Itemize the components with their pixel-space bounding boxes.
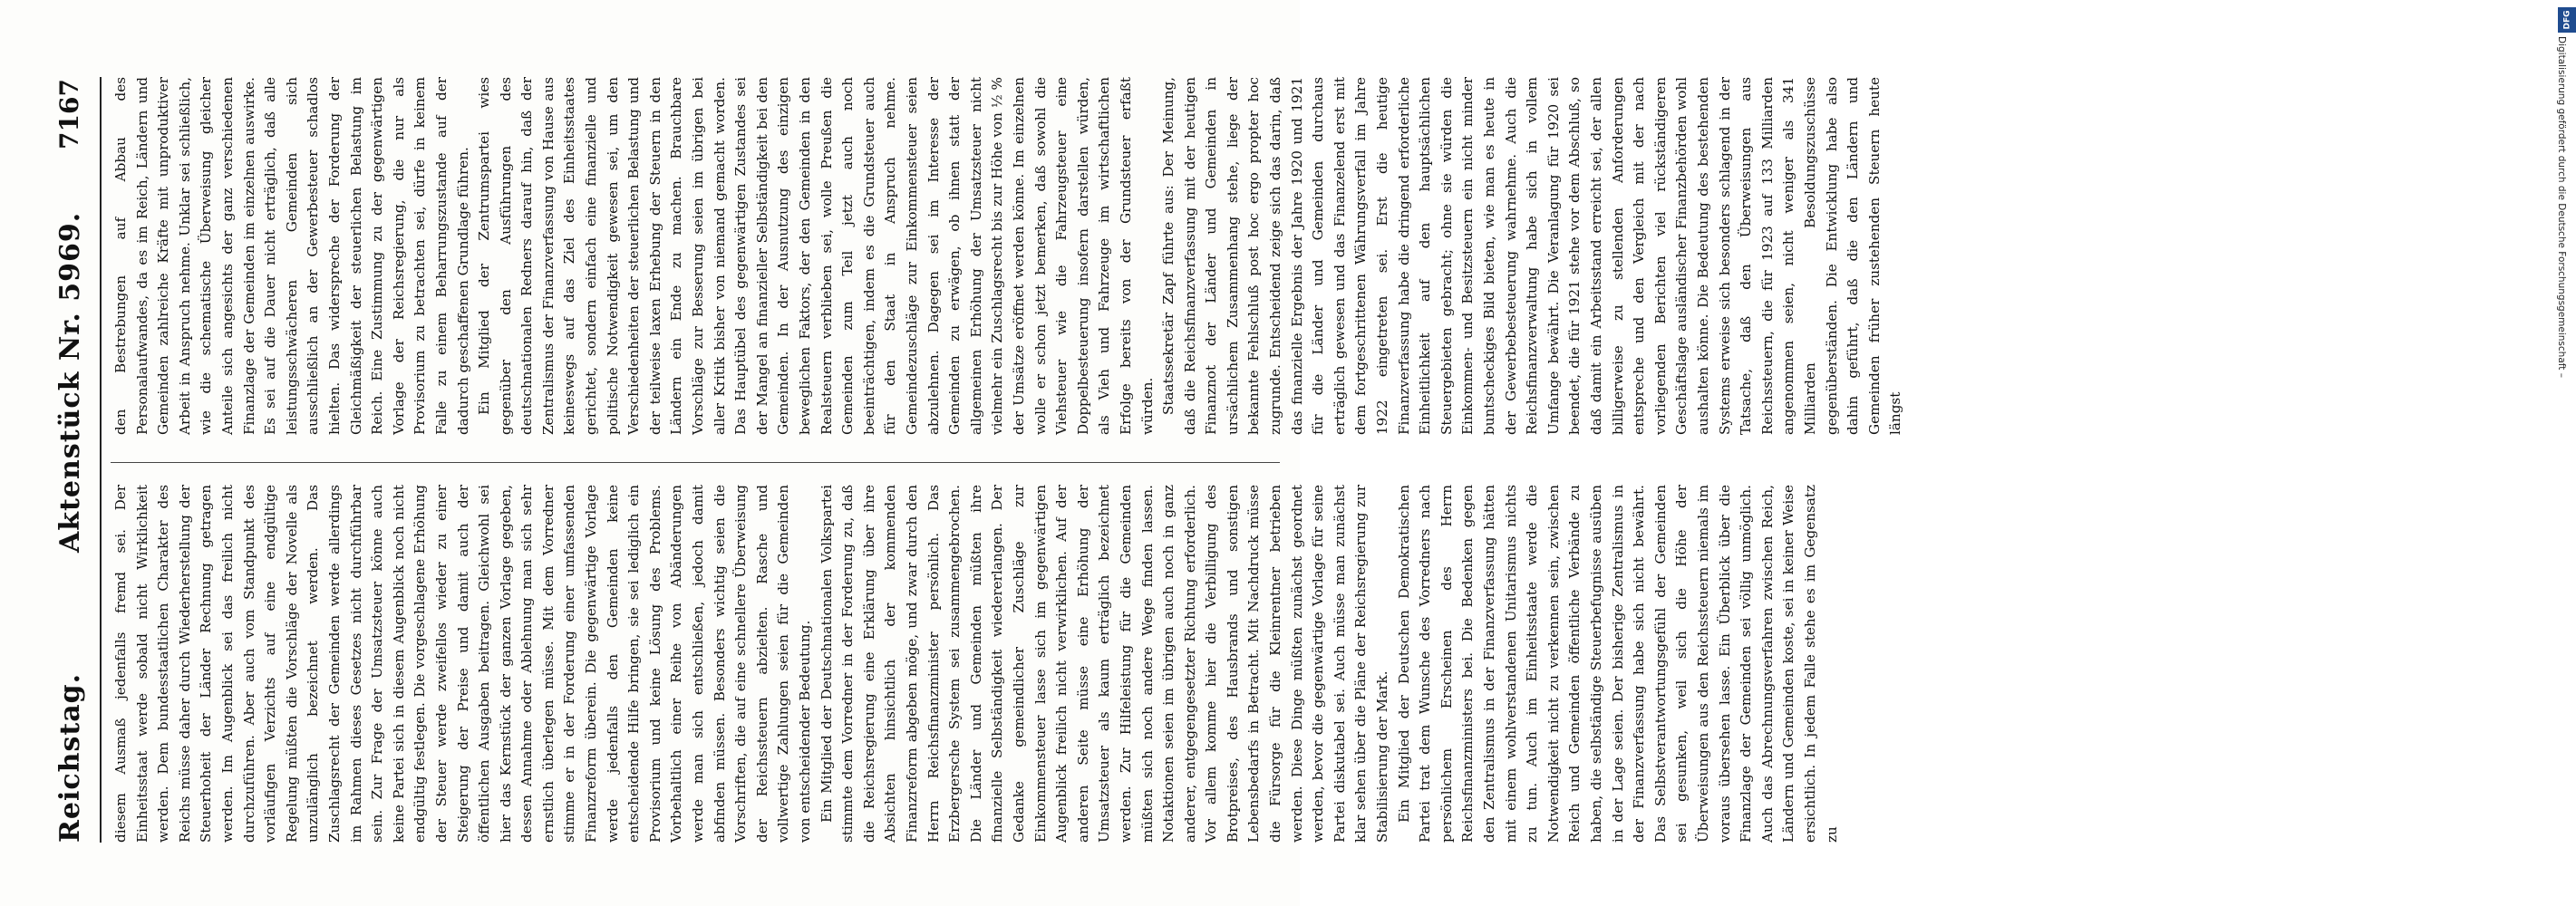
paragraph: Ein Mitglied der Deutschnationalen Volkspartei stimmte dem Vorredner in der Forderung zu, daß die Reichsregierung eine Erklärung über ihre Absichten hinsichtlich der kommenden Finanzreform abgeben möge, und zwar durch den Herrn Reichsfinanzminister persönlich. Das Erzbergersche System sei zusammengebrochen. Die Länder und Gemeinden müßten ihre finanzielle Selbständigkeit wiedererlangen. Der Gedanke gemeindlicher Zuschläge zur Einkommensteuer lasse sich im gegenwärtigen Augenblick freilich nicht verwirklichen. Auf der anderen Seite müsse eine Erhöhung der Umsatzsteuer als kaum erträglich bezeichnet werden. Zur Hilfeleistung für die Gemeinden müßten sich noch andere Wege finden lassen. Notaktionen seien im übrigen auch noch in ganz anderer, entgegengesetzter Richtung erforderlich. Vor allem komme hier die Verbilligung des Brotpreises, des Hausbrands und sonstigen Lebensbedarfs in Betracht. Mit Nachdruck müsse die Fürsorge für die Kleinrentner betrieben werden. Diese Dinge müßten zunächst geordnet werden, bevor die gegenwärtige Vorlage für seine Partei diskutabel sei. Auch müsse man zunächst klar sehen über die Pläne der Reichsregierung zur Stabilisierung der Mark. xyxy=(818,485,1391,843)
watermark-text: Digitalisierung gefördert durch die Deutsche Forschungsgemeinschaft – xyxy=(2556,36,2567,378)
left-column xyxy=(111,485,1843,843)
running-head-left: Reichstag. xyxy=(54,672,86,843)
paragraph: Ein Mitglied der Deutschen Demokratischen Partei trat dem Wunsche des Vorredners nach persönlichem Erscheinen des Herrn Reichsfinanzministers bei. Die Bedenken gegen den Zentralismus in der Finanzverfassung hätten mit einem wohlverstandenen Unitarismus nichts zu tun. Auch im Einheitsstaate werde die Notwendigkeit nicht zu verkennen sein, zwischen Reich und Gemeinden öffentliche Verbände zu haben, die selbständige Steuerbefugnisse ausüben in der Lage seien. Der bisherige Zentralismus in der Finanzverfassung habe sich nicht bewährt. Das Selbstverantwortungsgefühl der Gemeinden sei gesunken, weil sich die Höhe der Überweisungen aus den Reichssteuern niemals im voraus übersehen lasse. Ein Überblick über die Finanzlage der Gemeinden sei völlig unmöglich. Auch das Abrechnungsverfahren zwischen Reich, Ländern und Gemeinden koste, sei in keiner Weise ersichtlich. In jedem Falle stehe es im Gegensatz zu xyxy=(1395,485,1840,843)
paragraph: Ein Mitglied der Zentrumspartei wies gegenüber den Ausführungen des deutschnationalen Redners darauf hin, daß der Zentralismus der Finanzverfassung von Hause aus keineswegs auf das Ziel des Einheitsstaates gerichtet, sondern einfach eine finanzielle und politische Notwendigkeit gewesen sei, um den Verschiedenheiten der steuerlichen Belastung und der teilweise laxen Erhebung der Steuern in den Ländern ein Ende zu machen. Brauchbare Vorschläge zur Besserung seien im übrigen bei aller Kritik bisher von niemand gemacht worden. Das Hauptübel des gegenwärtigen Zustandes sei der Mangel an finanzieller Selbständigkeit bei den Gemeinden. In der Ausnutzung des einzigen beweglichen Faktors, der den Gemeinden in den Realsteuern verblieben sei, wolle Preußen die Gemeinden zum Teil jetzt auch noch beeinträchtigen, indem es die Grundsteuer auch für den Staat in Anspruch nehme. Gemeindezuschläge zur Einkommensteuer seien abzulehnen. Dagegen sei im Interesse der Gemeinden zu erwägen, ob ihnen statt der allgemeinen Erhöhung der Umsatzsteuer nicht vielmehr ein Zuschlagsrecht bis zur Höhe von ½ % der Umsätze eröffnet werden könne. Im einzelnen wolle er schon jetzt bemerken, daß sowohl die Viehsteuer wie die Fahrzeugsteuer eine Doppelbesteuerung insofern darstellen würden, als Vieh und Fahrzeuge im wirtschaftlichen Erfolge bereits von der Grundsteuer erfaßt würden. xyxy=(476,77,1156,435)
paragraph: den Bestrebungen auf Abbau des Personalaufwandes, da es im Reich, Ländern und Gemeinden zahlreiche Kräfte mit unproduktiver Arbeit in Anspruch nehme. Unklar sei schließlich, wie die schematische Überweisung gleicher Anteile sich angesichts der ganz verschiedenen Finanzlage der Gemeinden im einzelnen auswirke. Es sei auf die Dauer nicht erträglich, daß alle leistungsschwächeren Gemeinden sich ausschließlich an der Gewerbesteuer schadlos hielten. Das widerspreche der Forderung der Gleichmäßigkeit der steuerlichen Belastung im Reich. Eine Zustimmung zu der gegenwärtigen Vorlage der Reichsregierung, die nur als Provisorium zu betrachten sei, dürfe in keinem Falle zu einem Beharrungszustande auf der dadurch geschaffenen Grundlage führen. xyxy=(112,77,471,435)
right-column xyxy=(111,77,1907,435)
header-rule xyxy=(100,77,102,843)
document-title: Aktenstück Nr. 5969. xyxy=(54,211,86,553)
page-number: 7167 xyxy=(54,79,84,149)
dfg-logo: DFG xyxy=(2558,7,2576,33)
column-divider xyxy=(111,462,1280,463)
paragraph: diesem Ausmaß jedenfalls fremd sei. Der Einheitsstaat werde sobald nicht Wirklichkeit werden. Dem bundesstaatlichen Charakter des Reichs müsse daher durch Wiederherstellung der Steuerhoheit der Länder Rechnung getragen werden. Im Augenblick sei das freilich nicht durchzuführen. Aber auch vom Standpunkt des vorläufigen Verzichts auf eine endgültige Regelung müßten die Vorschläge der Novelle als unzulänglich bezeichnet werden. Das Zuschlagsrecht der Gemeinden werde allerdings im Rahmen dieses Gesetzes nicht durchführbar sein. Zur Frage der Umsatzsteuer könne auch keine Partei sich in diesem Augenblick noch nicht endgültig festlegen. Die vorgeschlagene Erhöhung der Steuer werde zweifellos wieder zu einer Steigerung der Preise und damit auch der öffentlichen Ausgaben beitragen. Gleichwohl sei hier das Kernstück der ganzen Vorlage gegeben, dessen Annahme oder Ablehnung man sich sehr ernstlich überlegen müsse. Mit dem Vorredner stimme er in der Forderung einer umfassenden Finanzreform überein. Die gegenwärtige Vorlage werde jedenfalls den Gemeinden keine entscheidende Hilfe bringen, sie sei lediglich ein Provisorium und keine Lösung des Problems. Vorbehaltlich einer Reihe von Abänderungen werde man sich entschließen, jedoch damit abfinden müssen. Besonders wichtig seien die Vorschriften, die auf eine schnellere Überweisung der Reichssteuern abzielten. Rasche und vollwertige Zahlungen seien für die Gemeinden von entscheidender Bedeutung. xyxy=(112,485,813,843)
paragraph: Staatssekretär Zapf führte aus: Der Meinung, daß die Reichsfinanzverfassung mit der heutigen Finanznot der Länder und Gemeinden in ursächlichem Zusammenhang stehe, liege der bekannte Fehlschluß post hoc ergo propter hoc zugrunde. Entscheidend zeige sich das darin, daß das finanzielle Ergebnis der Jahre 1920 und 1921 für die Länder und Gemeinden durchaus erträglich gewesen und das Finanzelend erst mit dem fortgeschrittenen Währungsverfall im Jahre 1922 eingetreten sei. Erst die heutige Finanzverfassung habe die dringend erforderliche Einheitlichkeit auf den hauptsächlichen Steuergebieten gebracht; ohne sie würden die Einkommen- und Besitzsteuern ein nicht minder buntscheckiges Bild bieten, wie man es heute in der Gewerbebesteuerung wahrnehme. Auch die Reichsfinanzverwaltung habe sich in vollem Umfange bewährt. Die Veranlagung für 1920 sei beendet, die für 1921 stehe vor dem Abschluß, so daß damit ein Arbeitsstand erreicht sei, der allen billigerweise zu stellenden Anforderungen entspreche und den Vergleich mit der nach vorliegenden Berichten viel rückständigeren Geschäftslage ausländischer Finanzbehörden wohl aushalten könne. Die Bedeutung des bestehenden Systems erweise sich besonders schlagend in der Tatsache, daß den Überweisungen aus Reichssteuern, die für 1923 auf 133 Milliarden angenommen seien, nicht weniger als 341 Milliarden Besoldungszuschüsse gegenüberständen. Die Entwicklung habe also dahin geführt, daß die den Ländern und Gemeinden früher zustehenden Steuern heute längst xyxy=(1160,77,1904,435)
